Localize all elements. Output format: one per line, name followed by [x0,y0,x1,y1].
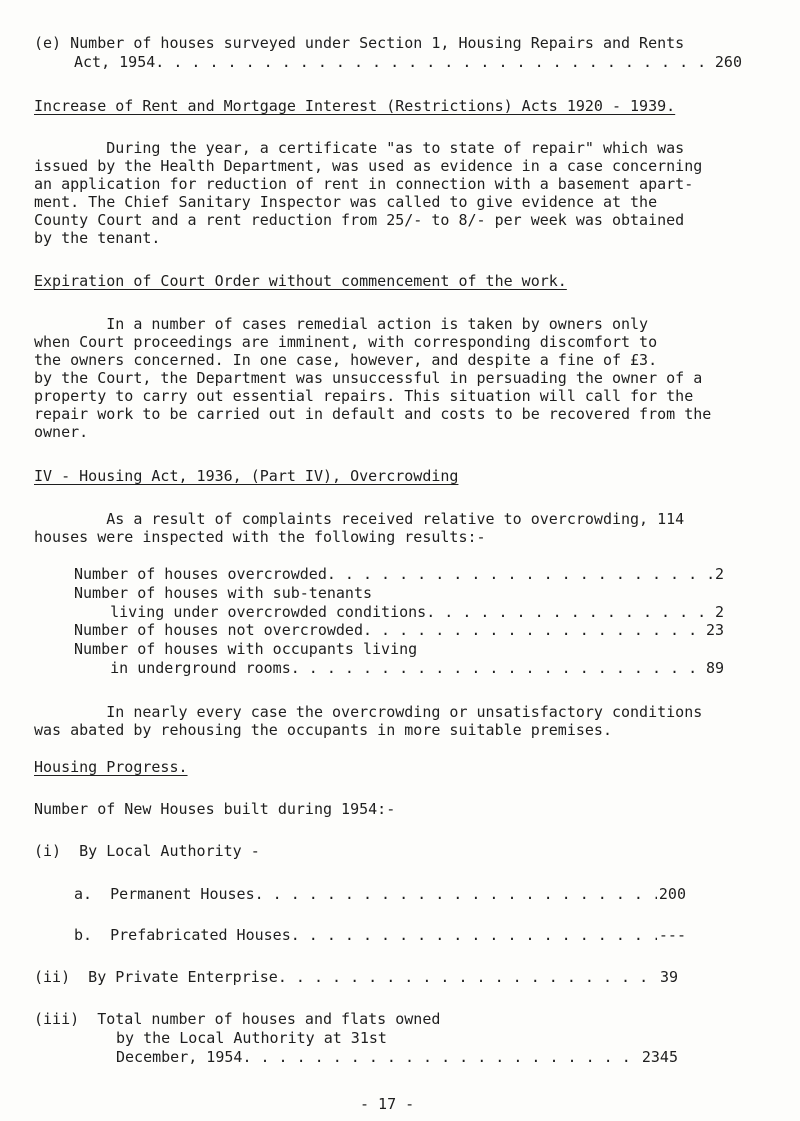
section-e-value: 260 [714,53,742,71]
list-item [116,1048,678,1067]
progress-ii-value: 39 [659,968,678,986]
progress-iii-line1: (iii) Total number of houses and flats owned [34,1010,441,1028]
result-label-cont: in underground rooms [74,659,291,677]
result-label: Number of houses not overcrowded [74,621,363,639]
list-item [74,926,686,945]
leader-dots [327,565,713,584]
paragraph-line: the owners concerned. In one case, however, and despite a fine of £3. [34,351,658,369]
progress-i-label: (i) By Local Authority - [34,842,260,860]
result-label-cont: living under overcrowded conditions [74,603,427,621]
paragraph-line: houses were inspected with the following results:- [34,528,486,546]
list-item [74,603,724,622]
expiration-paragraph [34,315,711,441]
paragraph-line: was abated by rehousing the occupants in more suitable premises. [34,721,612,739]
paragraph-line: an application for reduction of rent in connection with a basement apart- [34,175,694,193]
paragraph-line: owner. [34,423,89,441]
result-value: 2 [714,603,724,621]
rent-heading: Increase of Rent and Mortgage Interest (Restrictions) Acts 1920 - 1939. [34,97,676,115]
progress-iii-value: 2345 [641,1048,678,1066]
result-label: Number of houses with sub-tenants [74,584,373,602]
result-value: 89 [705,659,724,677]
result-value: 2 [714,565,724,583]
result-value: 23 [705,621,724,639]
paragraph-line: In nearly every case the overcrowding or unsatisfactory conditions [34,703,703,721]
paragraph-line: ment. The Chief Sanitary Inspector was called to give evidence at the [34,193,658,211]
leader-dots [291,659,704,678]
section-e-row [74,53,742,72]
progress-b-value: --- [658,926,686,944]
paragraph-line: In a number of cases remedial action is taken by owners only [34,315,649,333]
paragraph-line: issued by the Health Department, was used as evidence in a case concerning [34,157,703,175]
list-item [74,565,724,584]
leader-dots [291,926,657,945]
paragraph-line: by the Court, the Department was unsuccessful in persuading the owner of a [34,369,703,387]
list-item [74,659,724,678]
progress-ii-label: (ii) By Private Enterprise [34,968,278,986]
progress-b-label: b. Prefabricated Houses [74,926,291,944]
leader-dots [426,603,713,622]
progress-heading: Housing Progress. [34,758,188,776]
list-item [34,968,678,987]
progress-a-label: a. Permanent Houses [74,885,255,903]
abated-paragraph [34,703,702,739]
list-item [74,621,724,640]
paragraph-line: when Court proceedings are imminent, with corresponding discomfort to [34,333,658,351]
result-label: Number of houses overcrowded [74,565,327,583]
paragraph-line: County Court and a rent reduction from 25/- to 8/- per week was obtained [34,211,685,229]
paragraph-line: During the year, a certificate "as to state of repair" which was [34,139,685,157]
page-number: - 17 - [360,1095,415,1113]
paragraph-line: by the tenant. [34,229,161,247]
rent-paragraph [34,139,702,247]
list-item [74,885,686,904]
overcrowding-paragraph [34,510,684,546]
overcrowding-heading: IV - Housing Act, 1936, (Part IV), Overcrowding [34,467,459,485]
leader-dots [155,53,713,72]
result-label: Number of houses with occupants living [74,640,418,658]
leader-dots [242,1048,639,1067]
progress-intro: Number of New Houses built during 1954:- [34,800,396,818]
leader-dots [255,885,657,904]
section-e-line2: Act, 1954 [74,53,156,71]
leader-dots [363,621,704,640]
leader-dots [278,968,658,987]
paragraph-line: As a result of complaints received relative to overcrowding, 114 [34,510,685,528]
progress-iii-line3: December, 1954 [116,1048,243,1066]
paragraph-line: repair work to be carried out in default and costs to be recovered from the [34,405,712,423]
expiration-heading: Expiration of Court Order without commencement of the work. [34,272,567,290]
progress-a-value: 200 [658,885,686,903]
section-e-line1: (e) Number of houses surveyed under Section 1, Housing Repairs and Rents [34,34,685,52]
progress-iii-line2: by the Local Authority at 31st [116,1029,387,1047]
paragraph-line: property to carry out essential repairs. This situation will call for the [34,387,694,405]
